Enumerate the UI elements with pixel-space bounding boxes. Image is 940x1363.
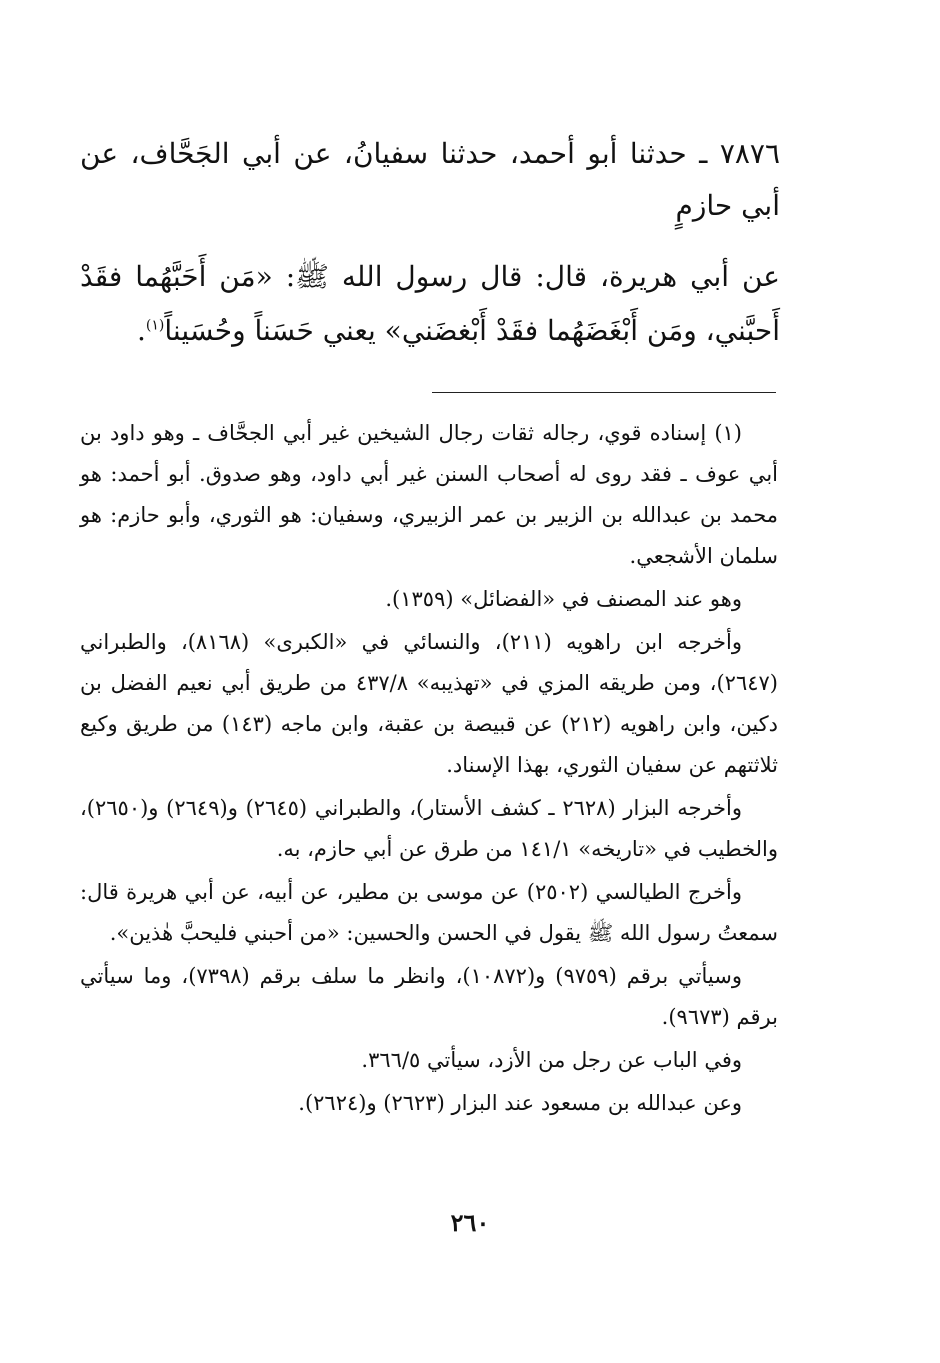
page-number: ٢٦٠ [450, 1208, 490, 1237]
end-mark: . [137, 314, 146, 347]
footnote-marker[interactable]: (١) [145, 317, 165, 334]
footnote-para-4: وأخرجه البزار (٢٦٢٨ ـ كشف الأستار)، والطبراني (٢٦٤٥) و(٢٦٤٩) و(٢٦٥٠)، والخطيب في «تاريخه» ١٤١/١ من طرق عن أبي حازم، به. [80, 796, 778, 861]
footnote-para-7: وفي الباب عن رجل من الأزد، سيأتي ٣٦٦/٥. [361, 1048, 742, 1072]
hadith-matn-text: عن أبي هريرة، قال: قال رسول الله ﷺ: «مَن أَحَبَّهُما فقَدْ أَحبَّني، ومَن أَبْغَضَهُما فقَدْ أَبْغضَني» يعني حَسَناً وحُسَيناً [80, 260, 780, 347]
footnote-para-5: وأخرج الطيالسي (٢٥٠٢) عن موسى بن مطير، عن أبيه، عن أبي هريرة قال: سمعتُ رسول الله ﷺ يقول في الحسن والحسين: «من أحبني فليحبَّ هٰذين». [80, 880, 778, 945]
footnote-para-8: وعن عبدالله بن مسعود عند البزار (٢٦٢٣) و(٢٦٢٤). [298, 1091, 742, 1115]
footnote-para-6: وسيأتي برقم (٩٧٥٩) و(١٠٨٧٢)، وانظر ما سلف برقم (٧٣٩٨)، وما سيأتي برقم (٩٦٧٣). [80, 964, 778, 1029]
hadith-text-block [80, 128, 780, 358]
footnote-para-3: وأخرجه ابن راهويه (٢١١)، والنسائي في «الكبرى» (٨١٦٨)، والطبراني (٢٦٤٧)، ومن طريقه المزي في «تهذيبه» ٤٣٧/٨ من طريق أبي نعيم الفضل بن دكين، وابن راهويه (٢١٢) عن قبيصة بن عقبة، وابن ماجه (١٤٣) من طريق وكيع ثلاثتهم عن سفيان الثوري، بهذا الإسناد. [80, 630, 778, 777]
footnotes-block [80, 413, 778, 1124]
footnote-divider [432, 392, 776, 393]
footnote-para-2: وهو عند المصنف في «الفضائل» (١٣٥٩). [385, 587, 742, 611]
footnote-1: (١) إسناده قوي، رجاله ثقات رجال الشيخين غير أبي الجحَّاف ـ وهو داود بن أبي عوف ـ فقد روى له أصحاب السنن غير أبي داود، وهو صدوق. أبو أحمد: هو محمد بن عبدالله بن الزبير بن عمر الزبيري، وسفيان: هو الثوري، وأبو حازم: هو سلمان الأشجعي. [80, 421, 778, 568]
isnad-chain: ٧٨٧٦ ـ حدثنا أبو أحمد، حدثنا سفيانُ، عن أبي الجَحَّاف، عن أبي حازمٍ [80, 137, 780, 222]
hadith-matn [80, 250, 780, 358]
